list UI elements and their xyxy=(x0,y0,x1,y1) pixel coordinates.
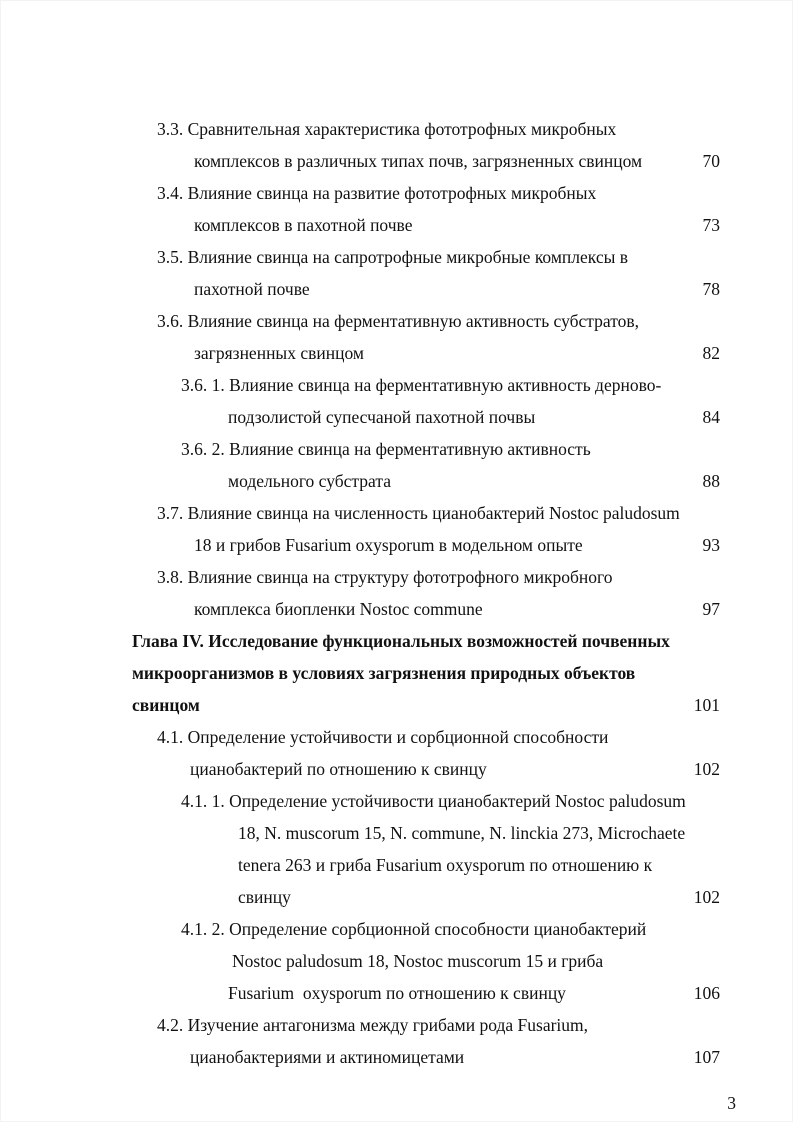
toc-entry-4-1-1-line-1 xyxy=(0,785,793,817)
toc-page-number: 78 xyxy=(702,279,720,299)
toc-chapter-text: Глава IV. Исследование функциональных возможностей почвенных xyxy=(132,631,670,651)
toc-entry-3-8-line-2 xyxy=(0,593,793,625)
toc-page-number: 102 xyxy=(693,759,720,779)
toc-page-number: 106 xyxy=(693,983,720,1003)
toc-entry-4-1-line-1 xyxy=(0,721,793,753)
toc-entry-text: 4.2. Изучение антагонизма между грибами рода Fusarium, xyxy=(157,1015,589,1035)
toc-entry-text: 3.6. Влияние свинца на ферментативную активность субстратов, xyxy=(157,311,640,331)
toc-entry-3-6-line-2 xyxy=(0,337,793,369)
toc-entry-text: 3.5. Влияние свинца на сапротрофные микробные комплексы в xyxy=(157,247,629,267)
toc-entry-text: загрязненных свинцом xyxy=(194,343,364,363)
toc-entry-text: цианобактериями и актиномицетами xyxy=(190,1047,465,1067)
toc-entry-text: 3.8. Влияние свинца на структуру фототрофного микробного xyxy=(157,567,613,587)
toc-entry-text: модельного субстрата xyxy=(228,471,391,491)
toc-entry-4-2-line-2 xyxy=(0,1041,793,1073)
toc-page-number: 73 xyxy=(702,215,720,235)
toc-chapter-4-line-3 xyxy=(0,689,793,721)
toc-entry-4-1-2-line-2 xyxy=(0,945,793,977)
toc-entry-text: свинцу xyxy=(238,887,291,907)
toc-entry-3-6-1-line-2 xyxy=(0,401,793,433)
toc-entry-3-5-line-1 xyxy=(0,241,793,273)
toc-entry-text: комплекса биопленки Nostoc commune xyxy=(194,599,483,619)
toc-entry-4-1-2-line-1 xyxy=(0,913,793,945)
toc-page-number: 97 xyxy=(702,599,720,619)
toc-entry-text: 3.7. Влияние свинца на численность цианобактерий Nostoc paludosum xyxy=(157,503,680,523)
toc-entry-3-6-line-1 xyxy=(0,305,793,337)
toc-entry-text: tenera 263 и гриба Fusarium oxysporum по отношению к xyxy=(238,855,653,875)
toc-entry-text: 3.3. Сравнительная характеристика фототрофных микробных xyxy=(157,119,617,139)
toc-page-number: 82 xyxy=(702,343,720,363)
toc-entry-3-3-line-1 xyxy=(0,113,793,145)
toc-page-number: 93 xyxy=(702,535,720,555)
toc-entry-text: 4.1. 1. Определение устойчивости цианобактерий Nostoc paludosum xyxy=(181,791,686,811)
toc-entry-text: 18, N. muscorum 15, N. commune, N. linckia 273, Microchaete xyxy=(238,823,686,843)
toc-entry-text: 18 и грибов Fusarium oxysporum в модельном опыте xyxy=(194,535,583,555)
toc-entry-text: комплексов в различных типах почв, загрязненных свинцом xyxy=(194,151,643,171)
toc-chapter-text: микроорганизмов в условиях загрязнения природных объектов xyxy=(132,663,636,683)
toc-entry-text: подзолистой супесчаной пахотной почвы xyxy=(228,407,536,427)
toc-entry-text: комплексов в пахотной почве xyxy=(194,215,413,235)
toc-chapter-4-line-2 xyxy=(0,657,793,689)
toc-entry-4-1-2-line-3 xyxy=(0,977,793,1009)
toc-entry-4-1-1-line-2 xyxy=(0,817,793,849)
toc-entry-3-7-line-2 xyxy=(0,529,793,561)
toc-page-number: 84 xyxy=(702,407,720,427)
toc-page-number: 88 xyxy=(702,471,720,491)
toc-entry-3-6-1-line-1 xyxy=(0,369,793,401)
toc-page-number: 101 xyxy=(693,695,720,715)
toc-entry-text: пахотной почве xyxy=(194,279,310,299)
toc-entry-4-1-line-2 xyxy=(0,753,793,785)
toc-entry-3-8-line-1 xyxy=(0,561,793,593)
toc-entry-3-4-line-1 xyxy=(0,177,793,209)
toc-page-number: 70 xyxy=(702,151,720,171)
toc-entry-text: цианобактерий по отношению к свинцу xyxy=(190,759,487,779)
toc-entry-3-7-line-1 xyxy=(0,497,793,529)
toc-entry-text: 3.6. 1. Влияние свинца на ферментативную активность дерново- xyxy=(181,375,662,395)
toc-entry-3-3-line-2 xyxy=(0,145,793,177)
toc-entry-text: 3.6. 2. Влияние свинца на ферментативную активность xyxy=(181,439,591,459)
toc-entry-4-1-1-line-3 xyxy=(0,849,793,881)
toc-entry-text: 4.1. 2. Определение сорбционной способности цианобактерий xyxy=(181,919,647,939)
toc-chapter-4-line-1 xyxy=(0,625,793,657)
toc-entry-3-6-2-line-1 xyxy=(0,433,793,465)
toc-page-number: 107 xyxy=(693,1047,720,1067)
page-number: 3 xyxy=(727,1093,736,1113)
toc-entry-4-2-line-1 xyxy=(0,1009,793,1041)
toc-entry-3-6-2-line-2 xyxy=(0,465,793,497)
toc-entry-text: Nostoc paludosum 18, Nostoc muscorum 15 и гриба xyxy=(232,951,604,971)
toc-chapter-text: свинцом xyxy=(132,695,200,715)
toc-entry-text: 4.1. Определение устойчивости и сорбционной способности xyxy=(157,727,609,747)
toc-entry-4-1-1-line-4 xyxy=(0,881,793,913)
toc-entry-text: Fusarium oxysporum по отношению к свинцу xyxy=(228,983,566,1003)
toc-entry-text: 3.4. Влияние свинца на развитие фототрофных микробных xyxy=(157,183,597,203)
toc-page-number: 102 xyxy=(693,887,720,907)
toc-entry-3-5-line-2 xyxy=(0,273,793,305)
toc-entry-3-4-line-2 xyxy=(0,209,793,241)
